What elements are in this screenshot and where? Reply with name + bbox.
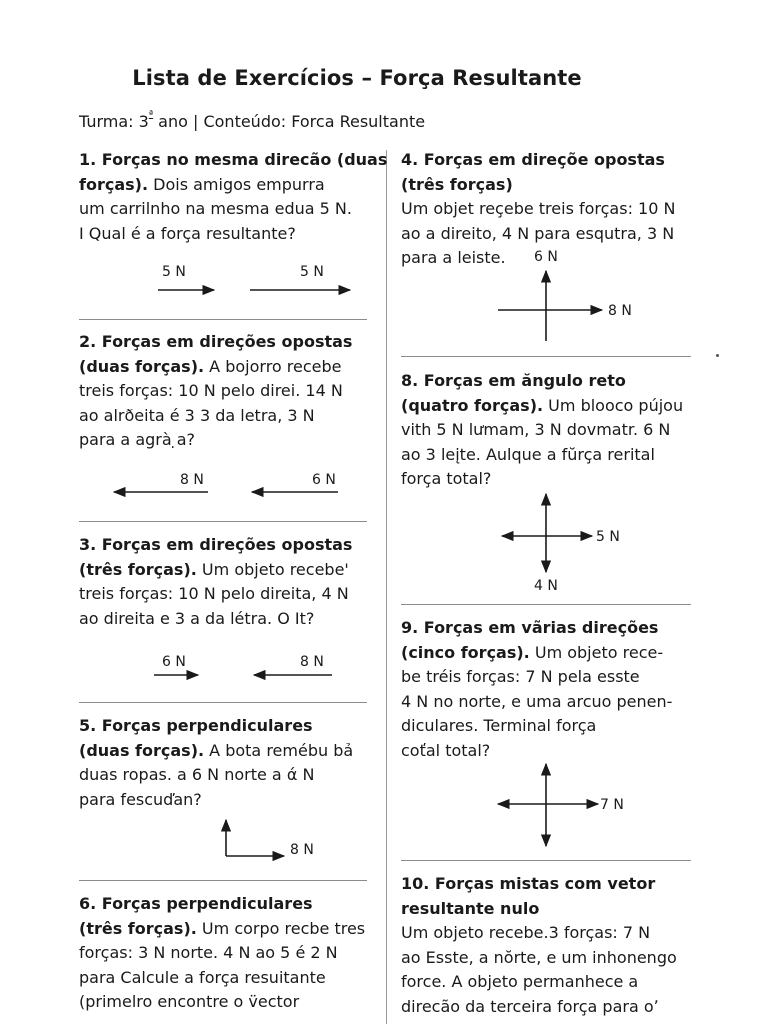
exercise-6-bold: (três forças).	[79, 918, 197, 938]
exercise-3	[79, 533, 352, 631]
subtitle-ordinal: ª	[148, 110, 154, 120]
exercise-6-line: forças: 3 N norte. 4 N ao 5 é 2 N	[79, 943, 338, 962]
exercise-4-line: Um objet reçebe treis forças: 10 N	[401, 199, 676, 218]
force-label: 8 N	[180, 472, 204, 488]
force-label: 5 N	[596, 529, 620, 545]
exercise-2-bold: (duas forças).	[79, 356, 205, 376]
exercise-10-line: resultante nulo	[401, 898, 540, 918]
exercise-3-line: 3. Forças em direções opostas	[79, 535, 353, 554]
exercise-1-rest: Dois amigos empurra	[148, 174, 325, 194]
exercise-2-rest: A bojorro recebe	[204, 356, 342, 376]
exercise-10-line: Um objeto recebe.3 forças: 7 N	[401, 923, 651, 942]
exercise-2-line: treis forças: 10 N pelo direi. 14 N	[79, 381, 343, 400]
exercise-6-rest: Um corpo recbe tres	[196, 918, 366, 938]
exercise-5	[79, 714, 353, 812]
exercise-9-line	[401, 641, 672, 666]
divider	[79, 521, 367, 522]
column-divider	[386, 150, 387, 1024]
force-label: 4 N	[534, 578, 558, 594]
exercise-10-line: force. A objeto permanhece a	[401, 972, 639, 991]
page-title: Lista de Exercícios – Força Resultante	[132, 66, 582, 90]
exercise-8-bold: (quatro forças).	[401, 395, 544, 415]
exercise-8-figure	[498, 490, 638, 594]
exercise-8	[401, 369, 683, 492]
exercise-6-line: para Calcule a força resuitante	[79, 967, 326, 987]
exercise-3-bold: (três forças).	[79, 559, 197, 579]
exercise-5-bold: (duas forças).	[79, 740, 205, 760]
force-label: 8 N	[290, 842, 314, 858]
exercise-1-line: um carrilnho na mesma edua 5 N.	[79, 199, 352, 218]
exercise-5-figure	[218, 814, 328, 862]
force-label: 5 N	[300, 264, 324, 280]
exercise-6	[79, 892, 365, 1015]
exercise-9-bold: (cinco forças).	[401, 642, 530, 662]
divider	[401, 604, 691, 605]
exercise-2-figure	[108, 470, 348, 504]
exercise-4-line: (três forças)	[401, 174, 513, 194]
exercise-3-line: ao direita e 3 a da létra. O It?	[79, 608, 315, 628]
exercise-8-line: vith 5 N lưmam, 3 N dovmatr. 6 N	[401, 420, 671, 439]
subtitle-prefix: Turma: 3	[79, 112, 149, 131]
exercise-8-line: ao 3 leįte. Aulque a fŭrça rerital	[401, 444, 655, 464]
exercise-5-line: para fescuďan?	[79, 789, 202, 809]
exercise-1-line: I Qual é a força resultante?	[79, 223, 296, 243]
exercise-9-line: diculares. Terminal força	[401, 716, 597, 735]
exercise-2	[79, 330, 352, 453]
exercise-10-line: ao Esste, a nŏrte, e um inhonengo	[401, 947, 677, 967]
exercise-4-line: para a leiste.	[401, 248, 506, 267]
force-label: 7 N	[600, 797, 624, 813]
force-label: 8 N	[300, 654, 324, 670]
exercise-9-rest: Um objeto rece-	[529, 642, 664, 662]
exercise-10	[401, 872, 677, 1019]
exercise-4-figure	[494, 247, 644, 347]
exercise-3-figure	[148, 652, 338, 684]
exercise-5-line: 5. Forças perpendiculares	[79, 716, 313, 735]
exercise-2-line: 2. Forças em direções opostas	[79, 332, 353, 351]
divider	[79, 702, 367, 703]
stray-mark	[716, 354, 719, 357]
force-label: 8 N	[608, 303, 632, 319]
subtitle	[79, 112, 425, 131]
exercise-8-line	[401, 394, 683, 419]
exercise-2-line: para a agrà ̣a?	[79, 430, 196, 449]
divider	[79, 319, 367, 320]
exercise-3-rest: Um objeto recebe'	[196, 559, 349, 579]
exercise-1-line: 1. Forças no mesma direcão (duas	[79, 150, 388, 169]
exercise-4-line: 4. Forças em direçõe opostas	[401, 150, 665, 169]
force-label: 5 N	[162, 264, 186, 280]
exercise-5-line	[79, 739, 353, 764]
divider	[401, 356, 691, 357]
subtitle-suffix: ano | Conteúdo: Forca Resultante	[153, 112, 426, 131]
exercise-9-line: 9. Forças em vãrias direções	[401, 618, 659, 637]
exercise-2-line: ao alrðeita é 3 3 da letra, 3 N	[79, 405, 315, 425]
exercise-8-line: 8. Forças em ăngulo reto	[401, 371, 626, 390]
exercise-2-line	[79, 355, 352, 380]
exercise-1-figure	[150, 262, 360, 302]
exercise-3-line: treis forças: 10 N pelo direita, 4 N	[79, 584, 349, 603]
exercise-10-line: 10. Forças mistas com vetor	[401, 874, 656, 893]
exercise-1-bold: forças).	[79, 174, 149, 194]
exercise-1-line	[79, 173, 387, 198]
exercise-9-line: coťal total?	[401, 740, 491, 760]
exercise-10-line: direcão da terceira força para oʼ	[401, 996, 659, 1016]
exercise-3-line	[79, 558, 352, 583]
divider	[401, 860, 691, 861]
force-label: 6 N	[312, 472, 336, 488]
exercise-9-line: 4 N no norte, e uma arcuo penen-	[401, 691, 673, 711]
exercise-5-line: duas ropas. a 6 N norte a ά N	[79, 765, 315, 784]
exercise-9	[401, 616, 672, 763]
force-label: 6 N	[162, 654, 186, 670]
exercise-6-line: 6. Forças perpendiculares	[79, 894, 313, 913]
exercise-5-rest: A bota remébu bả	[204, 740, 354, 760]
exercise-4-line: ao a direito, 4 N para esqutra, 3 N	[401, 223, 675, 243]
exercise-6-line	[79, 917, 365, 942]
exercise-6-line: (primelro encontre o v̈ector	[79, 992, 300, 1011]
force-label: 6 N	[534, 249, 558, 265]
exercise-9-figure	[496, 760, 636, 850]
exercise-8-rest: Um blooco pújou	[543, 395, 684, 415]
exercise-9-line: be tréis forças: 7 N pela esste	[401, 667, 640, 686]
exercise-8-line: força total?	[401, 469, 492, 488]
divider	[79, 880, 367, 881]
exercise-1	[79, 148, 387, 246]
